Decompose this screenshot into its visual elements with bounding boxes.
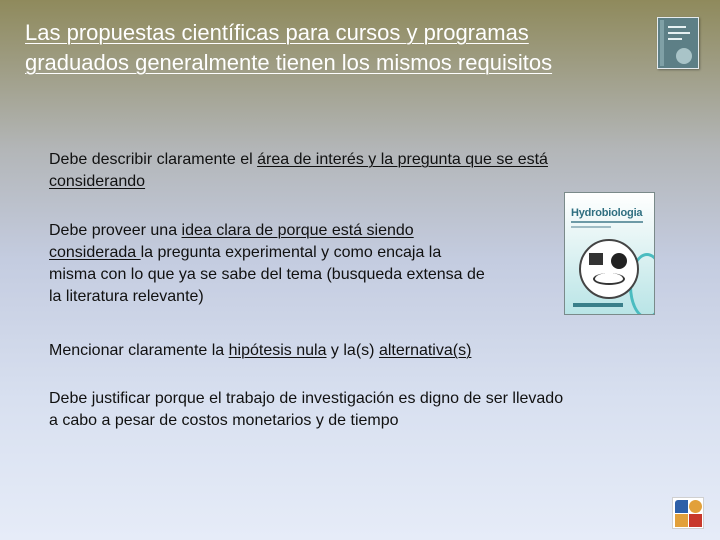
requirement-2-text-after: la pregunta experimental y como encaja la misma con lo que ya se sabe del tema (busqueda extensa de la literatura relevante) bbox=[49, 244, 485, 305]
requirement-2-underlined: idea clara de porque está siendo considerada bbox=[49, 222, 414, 261]
requirement-3-underlined-alt: alternativa(s) bbox=[378, 342, 472, 359]
requirement-3-text-middle: y la(s) bbox=[326, 342, 379, 359]
requirement-paragraph-3 bbox=[49, 340, 569, 362]
requirement-3-text: Mencionar claramente la bbox=[49, 342, 229, 359]
requirement-2-text: Debe proveer una bbox=[49, 222, 182, 239]
requirement-paragraph-4: Debe justificar porque el trabajo de investigación es digno de ser llevado a cabo a pesar de costos monetarios y de tiempo bbox=[49, 390, 564, 429]
requirement-paragraph-2 bbox=[49, 220, 489, 308]
requirement-3-underlined-null: hipótesis nula bbox=[228, 342, 327, 359]
requirement-paragraph-1 bbox=[49, 149, 549, 193]
book-thumbnail-icon bbox=[657, 17, 699, 69]
journal-cover-title: Hydrobiologia bbox=[571, 207, 643, 219]
institution-logo-icon bbox=[672, 497, 704, 529]
journal-cover-image bbox=[564, 192, 655, 315]
unesco-seal-icon bbox=[579, 239, 639, 299]
requirement-1-text: Debe describir claramente el bbox=[49, 151, 258, 168]
slide-title: Las propuestas científicas para cursos y programas graduados generalmente tienen los mismos requisitos bbox=[25, 20, 553, 75]
requirement-1-underlined: área de interés y la pregunta que se está considerando bbox=[49, 151, 548, 190]
